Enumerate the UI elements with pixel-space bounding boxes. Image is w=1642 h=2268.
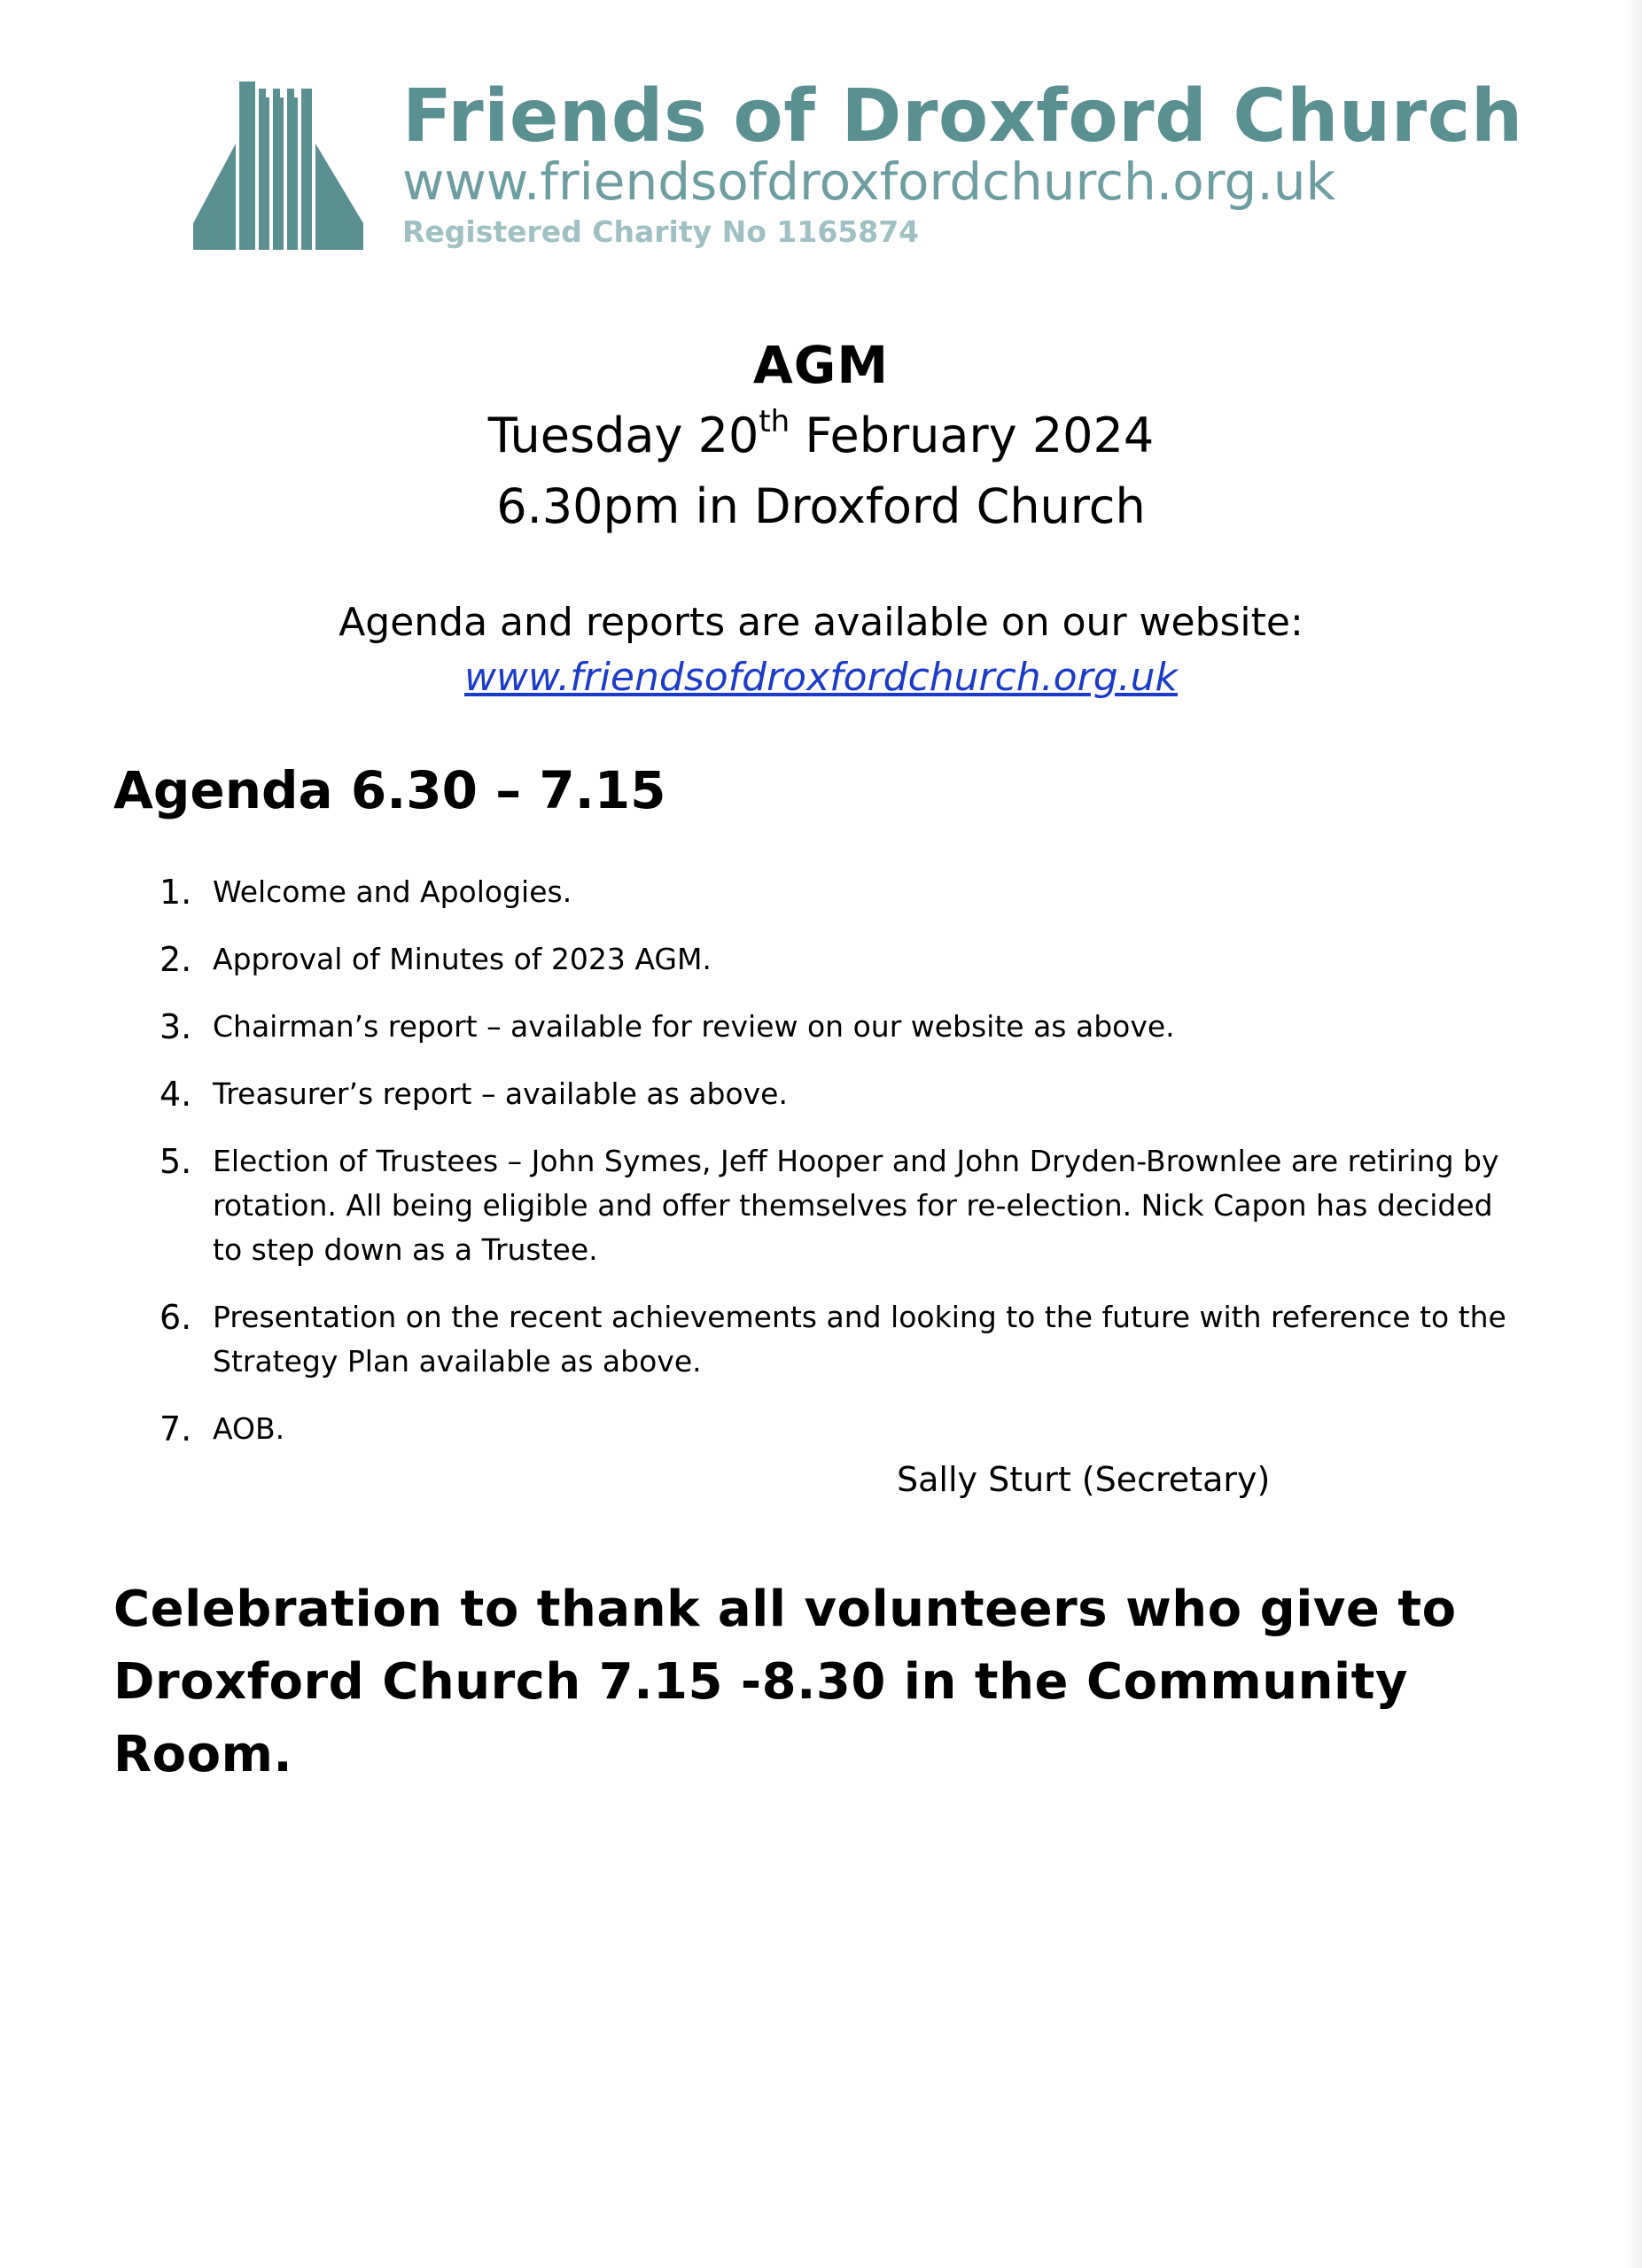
event-venue: 6.30pm in Droxford Church: [496, 478, 1146, 534]
agenda-item: [160, 1407, 1524, 1451]
header: [193, 74, 1523, 255]
agenda-item-number: 5.: [160, 1142, 192, 1181]
event-date: [0, 400, 1642, 471]
church-tower-icon: [193, 82, 363, 250]
agenda-item-text: AOB.: [213, 1411, 285, 1446]
agenda-item: [160, 1295, 1524, 1384]
agenda-item: [160, 1072, 1524, 1116]
agenda-item-text: Election of Trustees – John Symes, Jeff Hooper and John Dryden-Brownlee are retiring by rotation. All being eligible and offer themselves for re-election. Nick Capon has decided to step down as a Trustee.: [213, 1144, 1499, 1267]
agenda-item-number: 7.: [160, 1410, 192, 1449]
agenda-item-text: Approval of Minutes of 2023 AGM.: [213, 942, 712, 976]
availability-text: Agenda and reports are available on our website:: [339, 600, 1303, 645]
event-date-month-year: February 2024: [790, 408, 1155, 463]
celebration-notice: Celebration to thank all volunteers who give to Droxford Church 7.15 -8.30 in the Community Room.: [113, 1581, 1457, 1783]
event-title: AGM: [752, 335, 890, 395]
event-details: [0, 330, 1642, 542]
agenda-item-number: 4.: [160, 1075, 192, 1114]
agenda-heading: Agenda 6.30 – 7.15: [113, 760, 666, 820]
agenda-item-number: 6.: [160, 1298, 192, 1337]
secretary-signature: Sally Sturt (Secretary): [897, 1460, 1271, 1499]
agenda-item-number: 1.: [160, 873, 192, 912]
event-date-day: Tuesday 20: [487, 408, 759, 463]
agenda-item-number: 2.: [160, 940, 192, 979]
agenda-item: [160, 937, 1524, 982]
agenda-item: [160, 1139, 1524, 1272]
charity-number: Registered Charity No 1165874: [402, 214, 920, 249]
agenda-item-text: Chairman’s report – available for review on our website as above.: [213, 1009, 1175, 1044]
agenda-item-number: 3.: [160, 1007, 192, 1046]
agenda-item-text: Treasurer’s report – available as above.: [213, 1076, 788, 1111]
website-link[interactable]: www.friendsofdroxfordchurch.org.uk: [464, 655, 1178, 700]
agenda-item-text: Welcome and Apologies.: [213, 874, 572, 909]
agenda-list: [160, 870, 1524, 1474]
org-url: www.friendsofdroxfordchurch.org.uk: [402, 151, 1336, 212]
event-date-suffix: th: [759, 404, 790, 439]
agenda-item: [160, 870, 1524, 914]
agenda-item-text: Presentation on the recent achievements and looking to the future with reference to the Strategy Plan available as above.: [213, 1300, 1506, 1379]
agenda-item: [160, 1005, 1524, 1049]
availability-note: [0, 595, 1642, 705]
org-name: Friends of Droxford Church: [402, 74, 1523, 159]
